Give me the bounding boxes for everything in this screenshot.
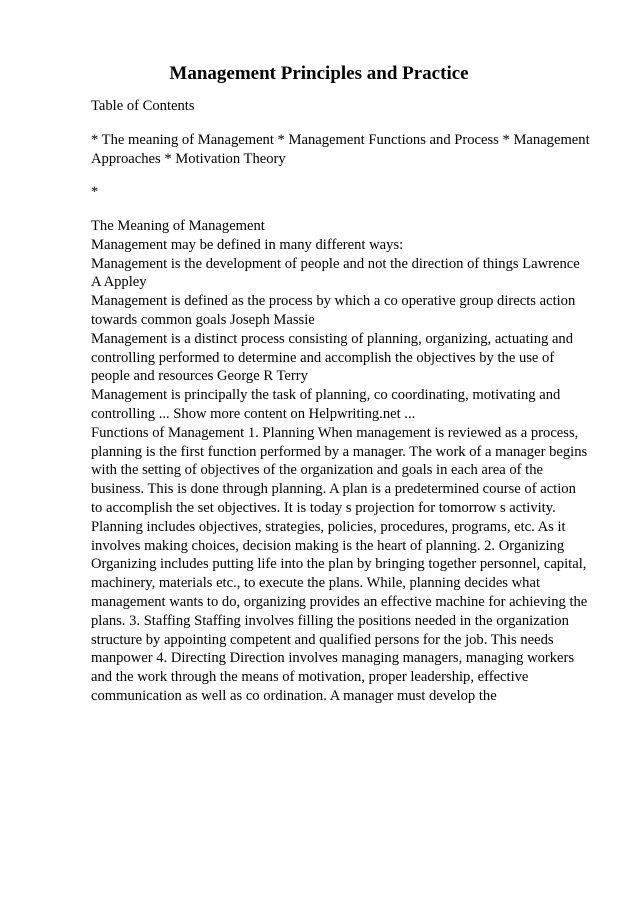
paragraph-line: plans. 3. Staffing Staffing involves filling the positions needed in the organization <box>91 612 569 629</box>
paragraph-line: people and resources George R Terry <box>91 368 308 385</box>
toc-line: Approaches * Motivation Theory <box>91 150 286 167</box>
paragraph-line: Functions of Management 1. Planning When management is reviewed as a process, <box>91 424 579 441</box>
toc-items <box>91 131 591 169</box>
paragraph-line: A Appley <box>91 274 147 291</box>
paragraph-line: management wants to do, organizing provides an effective machine for achieving the <box>91 593 588 610</box>
document-title: Management Principles and Practice <box>169 63 469 84</box>
paragraph-line: controlling performed to determine and accomplish the objectives by the use of <box>91 349 555 366</box>
paragraph-line: Management is a distinct process consisting of planning, organizing, actuating and <box>91 330 574 347</box>
paragraph-line: and the work through the means of motivation, proper leadership, effective <box>91 669 529 686</box>
paragraph-line: involves making choices, decision making is the heart of planning. 2. Organizing <box>91 537 565 554</box>
paragraph-line: manpower 4. Directing Direction involves managing managers, managing workers <box>91 650 575 667</box>
paragraph-line: Management is principally the task of planning, co coordinating, motivating and <box>91 387 561 404</box>
paragraph-line: machinery, materials etc., to execute the plans. While, planning decides what <box>91 575 540 592</box>
toc-heading: Table of Contents <box>91 98 195 114</box>
paragraph-line: communication as well as co ordination. A manager must develop the <box>91 687 497 704</box>
paragraph-line: towards common goals Joseph Massie <box>91 311 315 328</box>
paragraph-line: The Meaning of Management <box>91 218 265 234</box>
paragraph-line: planning is the first function performed by a manager. The work of a manager begins <box>91 443 588 460</box>
body-text <box>91 217 591 706</box>
paragraph-line: Management is the development of people and not the direction of things Lawrence <box>91 255 580 272</box>
paragraph-line: structure by appointing competent and qualified persons for the job. This needs <box>91 631 554 648</box>
paragraph-line: business. This is done through planning. A plan is a predetermined course of action <box>91 481 576 498</box>
paragraph-line: Management may be defined in many different ways: <box>91 236 404 253</box>
paragraph-line: controlling ... Show more content on Helpwriting.net ... <box>91 405 416 422</box>
toc-line: * The meaning of Management * Management Functions and Process * Management <box>91 132 590 148</box>
toc-star: * <box>91 184 99 200</box>
paragraph-line: Organizing includes putting life into the plan by bringing together personnel, capital, <box>91 556 587 573</box>
paragraph-line: with the setting of objectives of the organization and goals in each area of the <box>91 462 543 479</box>
paragraph-line: to accomplish the set objectives. It is today s projection for tomorrow s activity. <box>91 499 556 516</box>
paragraph-line: Management is defined as the process by which a co operative group directs action <box>91 293 576 310</box>
paragraph-line: Planning includes objectives, strategies, policies, procedures, programs, etc. As it <box>91 518 566 535</box>
